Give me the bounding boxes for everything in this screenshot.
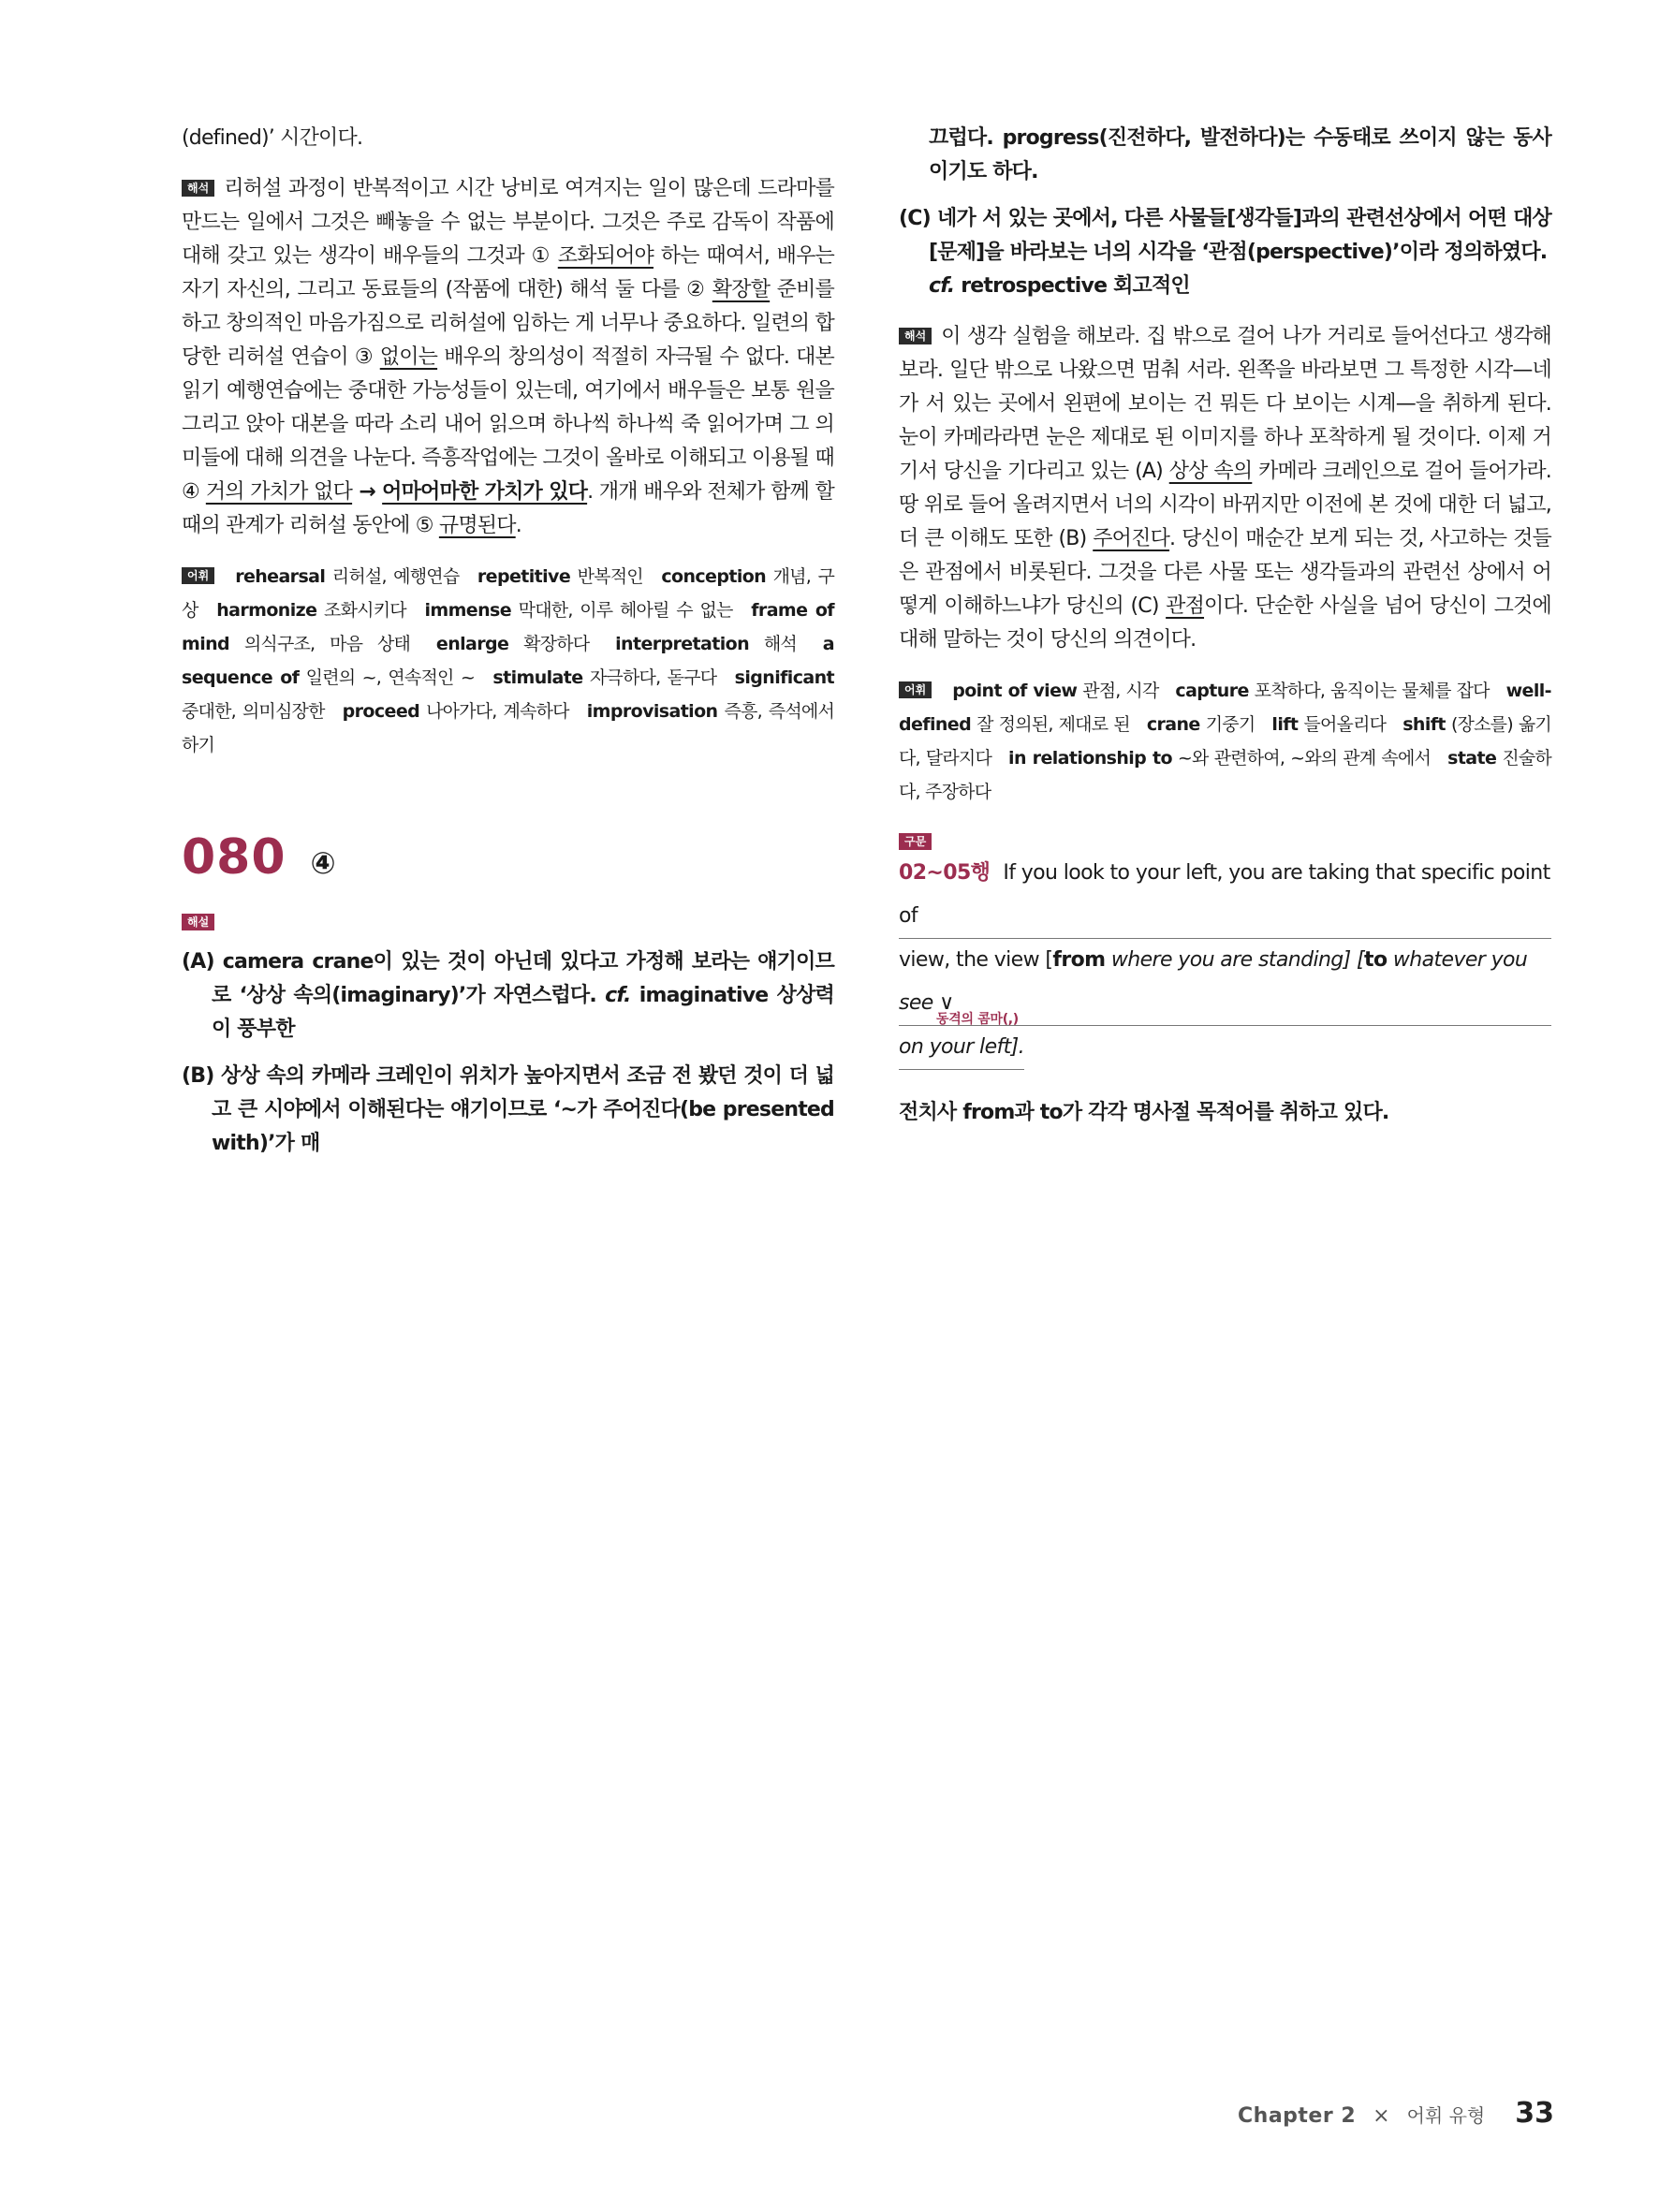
syntax-line-range: 02~05행 xyxy=(899,861,991,885)
translation-tag-right: 해석 xyxy=(899,328,932,344)
vocabulary-tag: 어휘 xyxy=(182,567,214,584)
syntax-line-3: on your left]. xyxy=(899,1026,1024,1070)
question-number: 080 xyxy=(182,829,286,886)
explanation-item-b: (B) 상상 속의 카메라 크레인이 위치가 높아지면서 조금 전 봤던 것이 더 넓고 큰 시야에서 이해된다는 얘기이므로 ‘~가 주어진다(be presented with)’가 매 xyxy=(182,1064,834,1155)
explanation-item-b-continued: 끄럽다. progress(진전하다, 발전하다)는 수동태로 쓰이지 않는 동사이기도 하다. xyxy=(929,126,1551,183)
vocabulary-list: 어휘 rehearsal 리허설, 예행연습 repetitive 반복적인 conception 개념, 구상 harmonize 조화시키다 immense 막대한, 이루 헤아릴 수 없는 frame of mind 의식구조, 마음 상태 enlarge 확장하다 interpretation 해석 a sequence of 일련의 ~, 연속적인 ~ stimulate 자극하다, 돋구다 significant 중대한, 의미심장한 proceed 나아가다, 계속하다 improvisation 즉흥, 즉석에서 하기 xyxy=(182,566,835,755)
chapter-title: 어휘 유형 xyxy=(1406,2104,1486,2127)
syntax-line-1: 02~05행 If you look to your left, you are taking that specific point of xyxy=(899,852,1551,939)
footer-separator: × xyxy=(1373,2104,1390,2128)
syntax-section: 구문 02~05행 If you look to your left, you are taking that specific point of view, the view [from where you are standing] [to whatever you see ∨ 동격의 콤마(,) on your left]. 전치사 from과 to가 각각 명사절 목적어를 취하고 있다. xyxy=(899,833,1551,1130)
translation-paragraph-right: 해석 이 생각 실험을 해보라. 집 밖으로 걸어 나가 거리로 들어선다고 생각해 보라. 일단 밖으로 나왔으면 멈춰 서라. 왼쪽을 바라보면 그 특정한 시각—네가 서 있는 곳에서 왼편에 보이는 건 뭐든 다 보이는 시계—을 취하게 된다. 눈이 카메라라면 눈은 제대로 된 이미지를 하나 포착하게 될 것이다. 이제 거기서 당신을 기다리고 있는 (A) 상상 속의 카메라 크레인으로 걸어 들어가라. 땅 위로 들어 올려지면서 너의 시각이 바뀌지만 이전에 본 것에 대한 더 넓고, 더 큰 이해도 또한 (B) 주어진다. 당신이 매순간 보게 되는 것, 사고하는 것들은 관점에서 비롯된다. 그것을 다른 사물 또는 생각들과의 관련선 상에서 어떻게 이해하느냐가 당신의 (C) 관점이다. 단순한 사실을 넘어 당신이 그것에 대해 말하는 것이 당신의 의견이다. xyxy=(899,325,1551,652)
syntax-line-2: view, the view [from where you are standing] [to whatever you see ∨ xyxy=(899,939,1551,1026)
vocabulary-list-right: 어휘 point of view 관점, 시각 capture 포착하다, 움직이는 물체를 잡다 well-defined 잘 정의된, 제대로 된 crane 기중기 lift 들어올리다 shift (장소를) 옮기다, 달라지다 in relationship to ~와 관련하여, ~와의 관계 속에서 state 진술하다, 주장하다 xyxy=(899,681,1551,802)
right-column xyxy=(899,122,1551,1130)
syntax-tag: 구문 xyxy=(899,833,932,850)
translation-paragraph: 해석 리허설 과정이 반복적이고 시간 낭비로 여겨지는 일이 많은데 드라마를 만드는 일에서 그것은 빼놓을 수 없는 부분이다. 그것은 주로 감독이 작품에 대해 갖고 있는 생각이 배우들의 그것과 ① 조화되어야 하는 때여서, 배우는 자기 자신의, 그리고 동료들의 (작품에 대한) 해석 둘 다를 ② 확장할 준비를 하고 창의적인 마음가짐으로 리허설에 임하는 게 너무나 중요하다. 일련의 합당한 리허설 연습이 ③ 없이는 배우의 창의성이 적절히 자극될 수 없다. 대본 읽기 예행연습에는 중대한 가능성들이 있는데, 여기에서 배우들은 보통 원을 그리고 앉아 대본을 따라 소리 내어 읽으며 하나씩 하나씩 죽 읽어가며 그 의미들에 대해 의견을 나눈다. 즉흥작업에는 그것이 올바로 이해되고 이용될 때 ④ 거의 가치가 없다 → 어마어마한 가치가 있다. 개개 배우와 전체가 함께 할 때의 관계가 리허설 동안에 ⑤ 규명된다. xyxy=(182,177,834,537)
left-column xyxy=(182,122,834,1161)
question-number-heading xyxy=(182,829,834,886)
chapter-label: Chapter 2 xyxy=(1238,2104,1357,2128)
explanation-item-c: (C) 네가 서 있는 곳에서, 다른 사물들[생각들]과의 관련선상에서 어떤 대상[문제]을 바라보는 너의 시각을 ‘관점(perspective)’이라 정의하였다. cf. retrospective 회고적인 xyxy=(899,207,1551,298)
page-footer xyxy=(1236,2097,1554,2130)
explanation-tag: 해설 xyxy=(182,914,214,930)
intro-line: (defined)’ 시간이다. xyxy=(182,126,363,150)
explanation-section xyxy=(182,914,834,1161)
translation-tag: 해석 xyxy=(182,180,214,197)
vocabulary-tag-right: 어휘 xyxy=(899,681,932,698)
explanation-item-a: (A) camera crane이 있는 것이 아닌데 있다고 가정해 보라는 얘기이므로 ‘상상 속의(imaginary)’가 자연스럽다. cf. imaginative 상상력이 풍부한 xyxy=(182,950,834,1041)
page-number: 33 xyxy=(1515,2097,1554,2130)
answer-mark: ④ xyxy=(310,845,336,881)
syntax-explanation: 전치사 from과 to가 각각 명사절 목적어를 취하고 있다. xyxy=(899,1101,1389,1124)
